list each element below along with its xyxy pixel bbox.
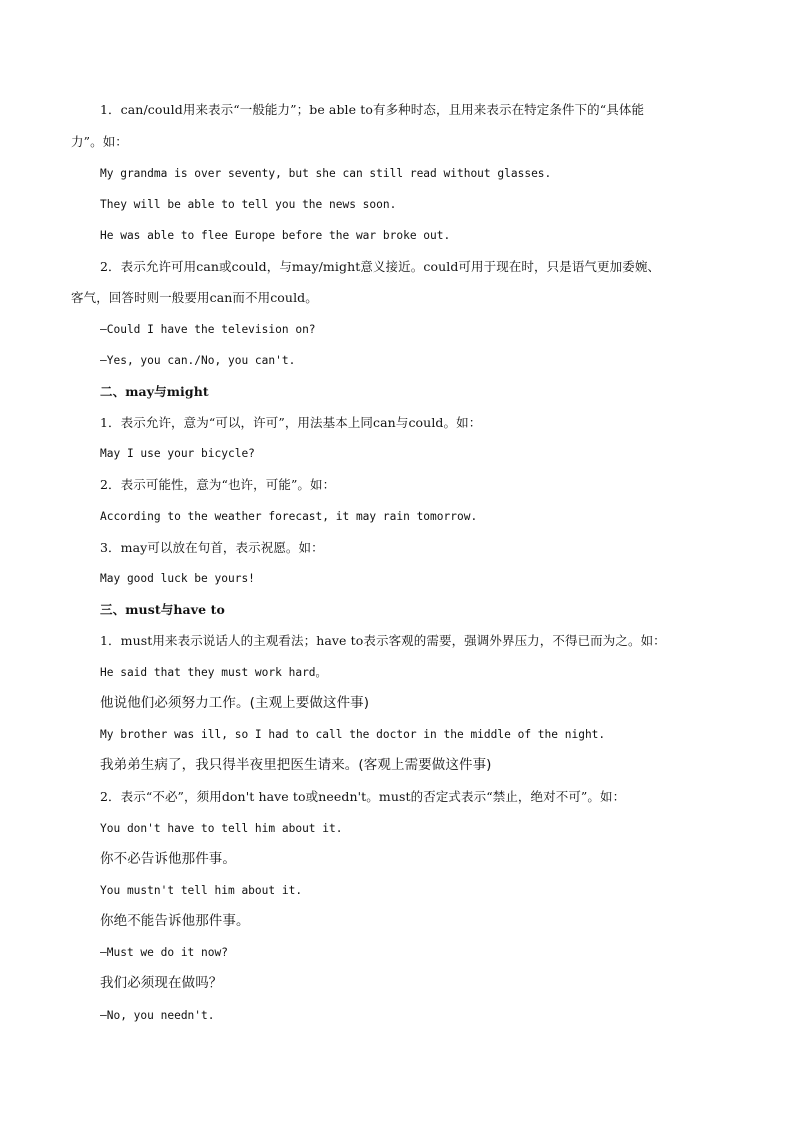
paragraph-can-could-2: 2．表示允许可用can或could，与may/might意义接近。could可用于现在时，只是语气更加委婉、 <box>100 259 661 274</box>
dialog-line: —Could I have the television on? <box>100 323 316 336</box>
example-translation: 他说他们必须努力工作。(主观上要做这件事) <box>100 695 370 711</box>
section-heading-must-have-to: 三、must与have to <box>100 602 225 617</box>
example-sentence: He said that they must work hard。 <box>100 666 327 679</box>
paragraph-must-2: 2．表示“不必”，须用don't have to或needn't。must的否定式表示“禁止，绝对不可”。如： <box>100 789 626 804</box>
paragraph-must-1: 1．must用来表示说话人的主观看法；have to表示客观的需要，强调外界压力，不得已而为之。如： <box>100 633 666 648</box>
dialog-translation: 我们必须现在做吗？ <box>100 975 223 991</box>
example-sentence: According to the weather forecast, it may rain tomorrow. <box>100 510 478 523</box>
example-translation: 你不必告诉他那件事。 <box>100 851 236 867</box>
paragraph-can-could-1: 1．can/could用来表示“一般能力”；be able to有多种时态，且用来表示在特定条件下的“具体能 <box>100 102 645 117</box>
example-translation: 我弟弟生病了，我只得半夜里把医生请来。(客观上需要做这件事) <box>100 757 492 773</box>
dialog-line: —Must we do it now? <box>100 946 228 959</box>
example-sentence: May I use your bicycle? <box>100 447 255 460</box>
dialog-line: —No, you needn't. <box>100 1009 215 1022</box>
example-sentence: They will be able to tell you the news soon. <box>100 198 397 211</box>
example-sentence: You mustn't tell him about it. <box>100 884 303 897</box>
example-sentence: My brother was ill, so I had to call the doctor in the middle of the night. <box>100 728 606 741</box>
paragraph-can-could-1-cont: 力”。如： <box>71 134 128 149</box>
example-sentence: My grandma is over seventy, but she can still read without glasses. <box>100 167 552 180</box>
paragraph-may-might-1: 1．表示允许，意为“可以，许可”，用法基本上同can与could。如： <box>100 415 482 430</box>
dialog-line: —Yes, you can./No, you can't. <box>100 354 296 367</box>
paragraph-may-might-3: 3．may可以放在句首，表示祝愿。如： <box>100 540 324 555</box>
example-translation: 你绝不能告诉他那件事。 <box>100 913 250 929</box>
example-sentence: May good luck be yours! <box>100 572 255 585</box>
paragraph-may-might-2: 2．表示可能性，意为“也许，可能”。如： <box>100 477 336 492</box>
example-sentence: You don't have to tell him about it. <box>100 822 343 835</box>
example-sentence: He was able to flee Europe before the war broke out. <box>100 229 451 242</box>
paragraph-can-could-2-cont: 客气，回答时则一般要用can而不用could。 <box>71 290 318 305</box>
section-heading-may-might: 二、may与might <box>100 384 209 399</box>
